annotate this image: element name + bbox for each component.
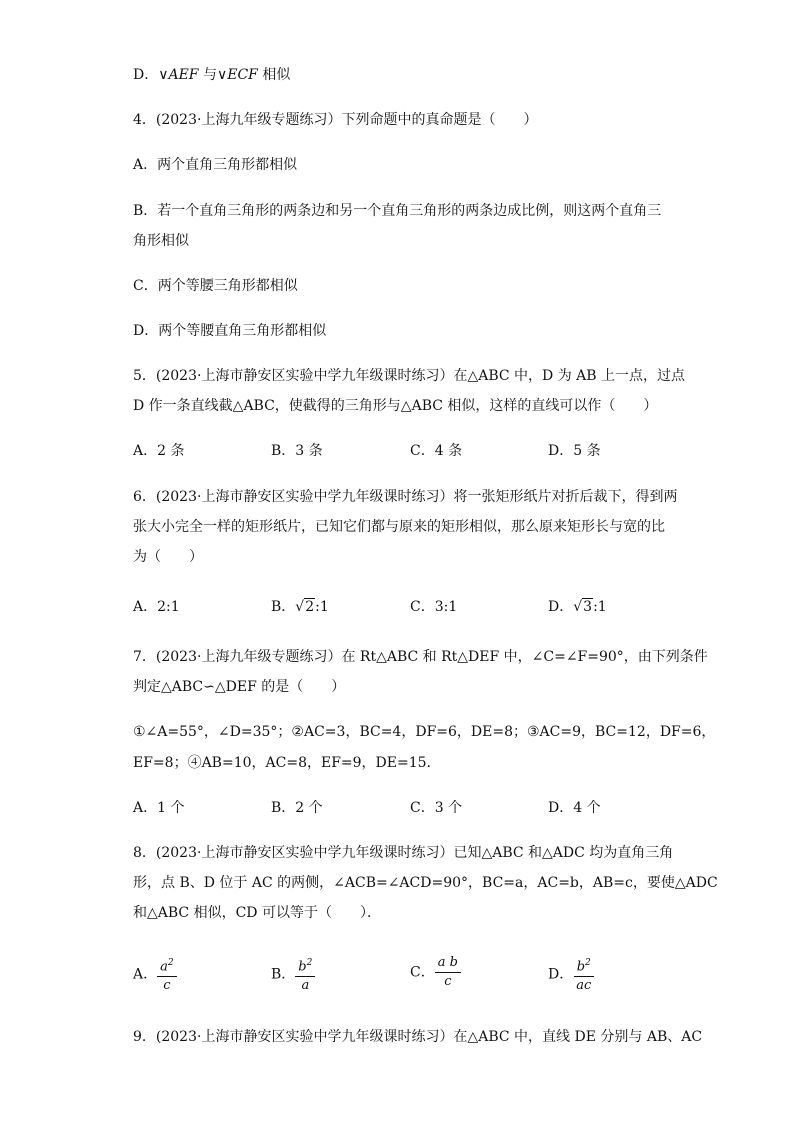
q4-stem: 4．(2023·上海九年级专题练习）下列命题中的真命题是（ ） xyxy=(133,112,538,128)
q7-stem-line2: 判定△ABC∽△DEF 的是（ ） xyxy=(133,679,346,695)
q7-option-a: A．1 个 xyxy=(133,800,185,816)
q4-option-c: C．两个等腰三角形都相似 xyxy=(133,278,298,294)
q7-stem-line1: 7．(2023·上海九年级专题练习）在 Rt△ABC 和 Rt△DEF 中，∠C=∠F=90°，由下列条件 xyxy=(133,649,708,665)
q8-stem-line3: 和△ABC 相似，CD 可以等于（ ）． xyxy=(133,905,381,921)
q8-option-d: D． $\frac{b^2}{ac}$ xyxy=(548,955,594,994)
q8-option-c: C． $\frac{\text{a b}}{c}$ xyxy=(410,955,461,990)
q5-option-b: B．3 条 xyxy=(271,443,323,459)
q7-option-c: C．3 个 xyxy=(410,800,463,816)
fraction: $\frac{b^2}{ac}$ xyxy=(573,955,594,994)
q5-option-a: A．2 条 xyxy=(133,443,185,459)
sqrt-symbol: √3 xyxy=(573,599,593,615)
q6-option-a: A．2:1 xyxy=(133,599,180,615)
q5-stem-line1: 5．(2023·上海市静安区实验中学九年级课时练习）在△ABC 中，D 为 AB 上一点，过点 xyxy=(133,368,686,384)
q7-conditions-line2: EF=8；④AB=10，AC=8，EF=9，DE=15． xyxy=(133,755,441,771)
q6-stem-line3: 为（ ） xyxy=(133,549,203,565)
q6-stem-line1: 6．(2023·上海市静安区实验中学九年级课时练习）将一张矩形纸片对折后裁下，得到两 xyxy=(133,489,678,505)
q6-stem-line2: 张大小完全一样的矩形纸片，已知它们都与原来的矩形相似，那么原来矩形长与宽的比 xyxy=(133,519,665,535)
q4-option-a: A．两个直角三角形都相似 xyxy=(133,157,298,173)
q5-option-c: C．4 条 xyxy=(410,443,463,459)
q5-stem-line2: D 作一条直线截△ABC，使截得的三角形与△ABC 相似，这样的直线可以作（ ） xyxy=(133,398,658,414)
q8-stem-line2: 形，点 B、D 位于 AC 的两侧，∠ACB=∠ACD=90°，BC=a，AC=b，AB=c，要使△ADC xyxy=(133,875,718,891)
q6-option-c: C．3:1 xyxy=(410,599,458,615)
q4-option-b-line1: B．若一个直角三角形的两条边和另一个直角三角形的两条边成比例，则这两个直角三 xyxy=(133,203,662,219)
triangle-aef: ∨AEF xyxy=(158,67,199,83)
q6-option-b: B．√2:1 xyxy=(271,599,329,615)
q3-option-d: D．∨AEF 与∨ECF 相似 xyxy=(133,67,291,83)
q6-option-d: D．√3:1 xyxy=(548,599,607,615)
triangle-ecf: ∨ECF xyxy=(216,67,258,83)
q7-option-d: D．4 个 xyxy=(548,800,601,816)
q8-option-a: A． $\frac{a^2}{c}$ xyxy=(133,955,177,994)
q5-option-d: D．5 条 xyxy=(548,443,601,459)
q9-stem-line1: 9．(2023·上海市静安区实验中学九年级课时练习）在△ABC 中，直线 DE 分别与 AB、AC xyxy=(133,1029,703,1045)
fraction: $\frac{b^2}{a}$ xyxy=(295,955,315,994)
q7-conditions-line1: ①∠A=55°，∠D=35°；②AC=3，BC=4，DF=6，DE=8；③AC=9，BC=12，DF=6， xyxy=(133,724,716,740)
fraction: $\frac{\text{a b}}{c}$ xyxy=(435,955,461,990)
q8-option-b: B． $\frac{b^2}{a}$ xyxy=(271,955,315,994)
q7-option-b: B．2 个 xyxy=(271,800,323,816)
q4-option-b-line2: 角形相似 xyxy=(133,233,189,249)
fraction: $\frac{a^2}{c}$ xyxy=(157,955,177,994)
q4-option-d: D．两个等腰直角三角形都相似 xyxy=(133,323,327,339)
q8-stem-line1: 8．(2023·上海市静安区实验中学九年级课时练习）已知△ABC 和△ADC 均为直角三角 xyxy=(133,845,674,861)
sqrt-symbol: √2 xyxy=(295,599,315,615)
